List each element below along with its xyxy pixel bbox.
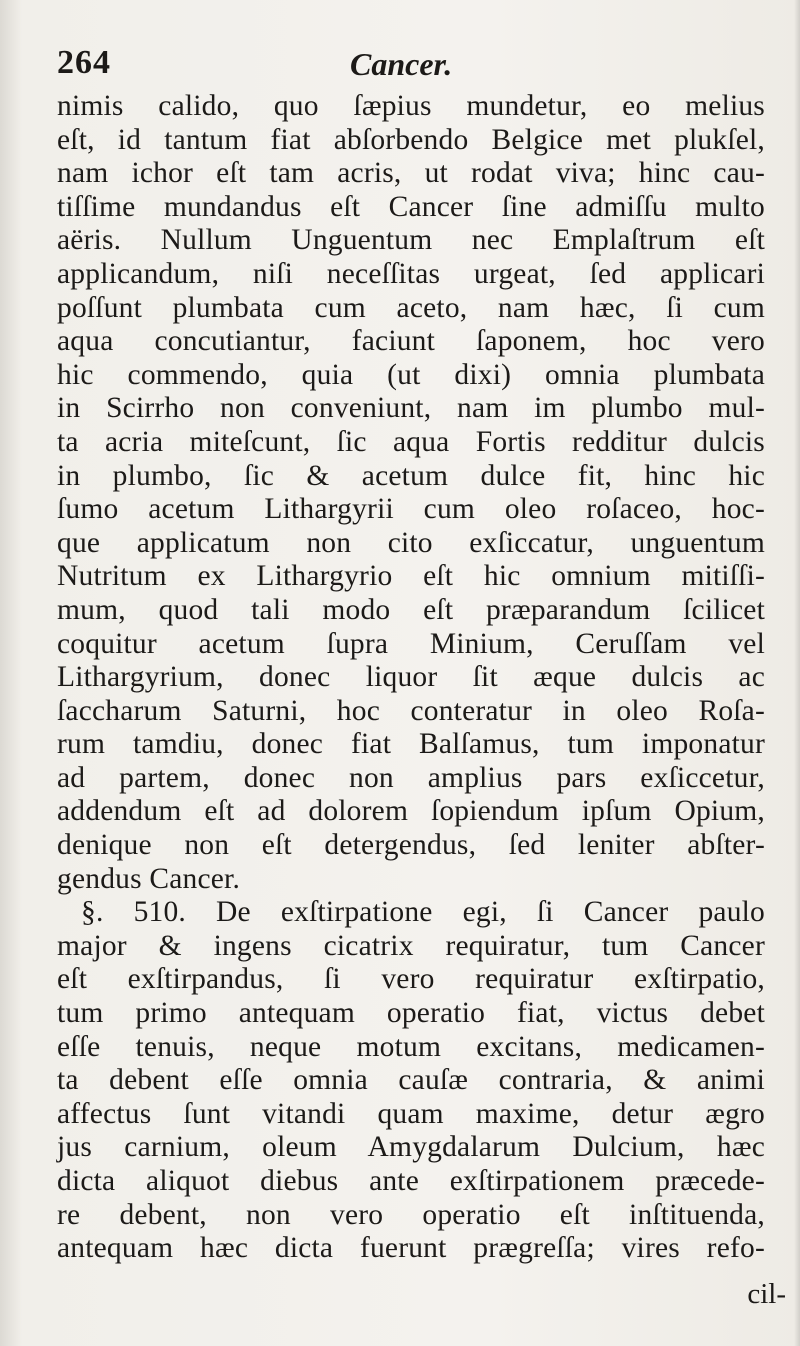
- text-line: affectus ſunt vitandi quam maxime, detur ægro: [57, 1097, 765, 1130]
- running-head: Cancer.: [350, 46, 453, 82]
- text-line: major & ingens cicatrix requiratur, tum Cancer: [57, 929, 765, 962]
- text-line: ſumo acetum Lithargyrii cum oleo roſaceo, hoc-: [57, 493, 765, 526]
- text-line: ſaccharum Saturni, hoc conteratur in oleo Roſa-: [57, 694, 765, 727]
- text-line: re debent, non vero operatio eſt inſtituenda,: [57, 1198, 765, 1231]
- text-line: dicta aliquot diebus ante exſtirpationem præcede-: [57, 1165, 765, 1197]
- text-line: eſt, id tantum fiat abſorbendo Belgice met plukſel,: [57, 123, 765, 156]
- text-line: in plumbo, ſic & acetum dulce fit, hinc hic: [57, 459, 765, 492]
- text-line: Lithargyrium, donec liquor ſit æque dulcis ac: [57, 661, 765, 694]
- catchword: cil-: [747, 1278, 786, 1310]
- text-line: ad partem, donec non amplius pars exſiccetur,: [57, 761, 765, 794]
- text-line: coquitur acetum ſupra Minium, Ceruſſam vel: [57, 627, 765, 660]
- text-line: rum tamdiu, donec fiat Balſamus, tum imponatur: [57, 728, 765, 761]
- text-line: tiſſime mundandus eſt Cancer ſine admiſſu multo: [57, 190, 765, 223]
- text-line: in Scirrho non conveniunt, nam im plumbo mul-: [57, 392, 765, 425]
- text-line: antequam hæc dicta fuerunt prægreſſa; vires refo-: [57, 1232, 765, 1265]
- text-line: que applicatum non cito exſiccatur, unguentum: [57, 526, 765, 559]
- text-line: jus carnium, oleum Amygdalarum Dulcium, hæc: [57, 1131, 765, 1164]
- page-edge-shadow: [794, 0, 800, 1346]
- text-line: addendum eſt ad dolorem ſopiendum ipſum Opium,: [57, 795, 765, 828]
- text-line: nimis calido, quo ſæpius mundetur, eo melius: [57, 90, 765, 122]
- text-line: mum, quod tali modo eſt præparandum ſcilicet: [57, 593, 765, 626]
- section-start-line: §. 510. De exſtirpatione egi, ſi Cancer paulo: [81, 896, 765, 929]
- body-text: [57, 90, 765, 1266]
- text-line: ta acria miteſcunt, ſic aqua Fortis redditur dulcis: [57, 425, 765, 458]
- page-number: 264: [57, 44, 111, 81]
- text-line: poſſunt plumbata cum aceto, nam hæc, ſi cum: [57, 291, 765, 324]
- text-line: aëris. Nullum Unguentum nec Emplaſtrum eſt: [57, 224, 765, 257]
- text-line: nam ichor eſt tam acris, ut rodat viva; hinc cau-: [57, 157, 765, 190]
- text-line: ta debent eſſe omnia cauſæ contraria, & animi: [57, 1064, 765, 1097]
- text-line: applicandum, niſi neceſſitas urgeat, ſed applicari: [57, 257, 765, 290]
- text-line: denique non eſt detergendus, ſed leniter abſter-: [57, 829, 765, 862]
- text-line: Nutritum ex Lithargyrio eſt hic omnium mitiſſi-: [57, 560, 765, 593]
- text-line: aqua concutiantur, faciunt ſaponem, hoc vero: [57, 325, 765, 358]
- text-line: gendus Cancer.: [57, 862, 241, 895]
- text-line: hic commendo, quia (ut dixi) omnia plumbata: [57, 358, 765, 391]
- text-line: eſt exſtirpandus, ſi vero requiratur exſtirpatio,: [57, 963, 765, 996]
- page-header: [57, 44, 757, 88]
- text-line: tum primo antequam operatio fiat, victus debet: [57, 997, 765, 1030]
- text-line: eſſe tenuis, neque motum excitans, medicamen-: [57, 1030, 765, 1063]
